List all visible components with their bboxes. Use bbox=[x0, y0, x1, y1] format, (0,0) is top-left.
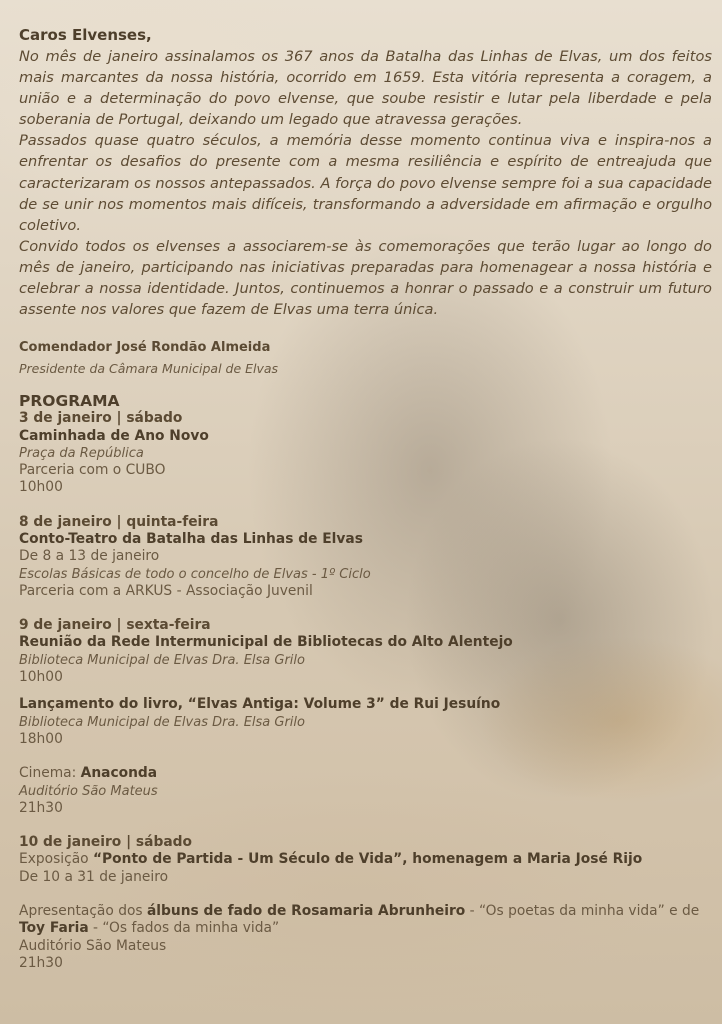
event-cinema bbox=[19, 765, 712, 817]
event-album-artist-1: álbuns de fado de Rosamaria Abrunheiro bbox=[146, 903, 466, 920]
event-date-range: De 10 a 31 de janeiro bbox=[19, 868, 169, 885]
event-place: Auditório São Mateus bbox=[19, 783, 158, 799]
letter-body bbox=[19, 46, 712, 320]
letter-paragraph-3: Convido todos os elvenses a associarem-se às comemorações que terão lugar ao longo do mês de janeiro, participando nas iniciativas preparadas para homenagear a nossa história e celebrar a nossa identidade. Juntos, continuemos a honrar o passado e a construir um futuro assente nos valores que fazem de Elvas uma terra única. bbox=[19, 237, 712, 319]
letter-paragraph-1: No mês de janeiro assinalamos os 367 anos da Batalha das Linhas de Elvas, um dos feitos mais marcantes da nossa história, ocorrido em 1659. Esta vitória representa a coragem, a união e a determinação do povo elvense, que soube resistir e lutar pela liberdade e pela soberania de Portugal, deixando um legado que atravessa gerações. bbox=[19, 48, 712, 129]
event-time: 10h00 bbox=[19, 669, 63, 686]
letter-paragraph-2: Passados quase quatro séculos, a memória desse momento continua viva e inspira-nos a enfrentar os desafios do presente com a mesma resiliência e espírito de entreajuda que caracterizaram os nossos antepassados. A força do povo elvense sempre foi a sua capacidade de se unir nos momentos mais difíceis, transformando a adversidade em afirmação e orgulho coletivo. bbox=[19, 132, 712, 234]
event-time: 18h00 bbox=[19, 730, 63, 747]
programa-title: PROGRAMA bbox=[19, 392, 120, 411]
event-name: Conto-Teatro da Batalha das Linhas de Elvas bbox=[19, 531, 363, 547]
event-exposicao bbox=[19, 834, 712, 886]
event-date: 10 de janeiro | sábado bbox=[19, 834, 192, 851]
event-partner: Parceria com o CUBO bbox=[19, 462, 166, 479]
event-album-title-1: - “Os poetas da minha vida” e de bbox=[465, 903, 700, 920]
signature bbox=[19, 338, 712, 378]
event-apresentacao-fado bbox=[19, 903, 712, 972]
event-conto-teatro bbox=[19, 514, 712, 600]
event-album-artist-2: Toy Faria bbox=[19, 920, 89, 937]
event-prefix: Exposição bbox=[19, 851, 93, 868]
event-time: 21h30 bbox=[19, 799, 63, 816]
event-album-title-2: - “Os fados da minha vida” bbox=[88, 920, 280, 937]
event-prefix: Cinema: bbox=[19, 765, 81, 782]
event-name: Caminhada de Ano Novo bbox=[19, 427, 209, 444]
event-name: Reunião da Rede Intermunicipal de Bibliotecas do Alto Alentejo bbox=[19, 634, 513, 651]
event-reuniao-bibliotecas bbox=[19, 617, 712, 686]
event-date: 3 de janeiro | sábado bbox=[19, 410, 183, 427]
signature-name: Comendador José Rondão Almeida bbox=[19, 340, 271, 356]
event-lancamento-livro bbox=[19, 696, 712, 748]
event-place: Escolas Básicas de todo o concelho de Elvas - 1º Ciclo bbox=[19, 566, 371, 582]
event-caminhada bbox=[19, 410, 712, 496]
document-page bbox=[19, 26, 712, 972]
event-name: Anaconda bbox=[80, 765, 158, 782]
event-place: Auditório São Mateus bbox=[19, 937, 167, 954]
event-time: 21h30 bbox=[19, 954, 63, 971]
event-prefix: Apresentação dos bbox=[19, 903, 147, 920]
event-name: “Ponto de Partida - Um Século de Vida”, homenagem a Maria José Rijo bbox=[92, 851, 643, 868]
event-place: Biblioteca Municipal de Elvas Dra. Elsa Grilo bbox=[19, 652, 305, 668]
event-date-range: De 8 a 13 de janeiro bbox=[19, 548, 160, 565]
event-place: Praça da República bbox=[19, 445, 144, 461]
event-date: 8 de janeiro | quinta-feira bbox=[19, 513, 219, 530]
event-name: Lançamento do livro, “Elvas Antiga: Volume 3” de Rui Jesuíno bbox=[19, 696, 501, 713]
event-partner: Parceria com a ARKUS - Associação Juvenil bbox=[19, 582, 313, 599]
signature-role: Presidente da Câmara Municipal de Elvas bbox=[19, 361, 279, 377]
letter bbox=[19, 26, 712, 320]
event-time: 10h00 bbox=[19, 479, 63, 496]
letter-greeting: Caros Elvenses, bbox=[19, 26, 152, 44]
event-place: Biblioteca Municipal de Elvas Dra. Elsa Grilo bbox=[19, 714, 305, 730]
event-date: 9 de janeiro | sexta-feira bbox=[19, 617, 211, 634]
